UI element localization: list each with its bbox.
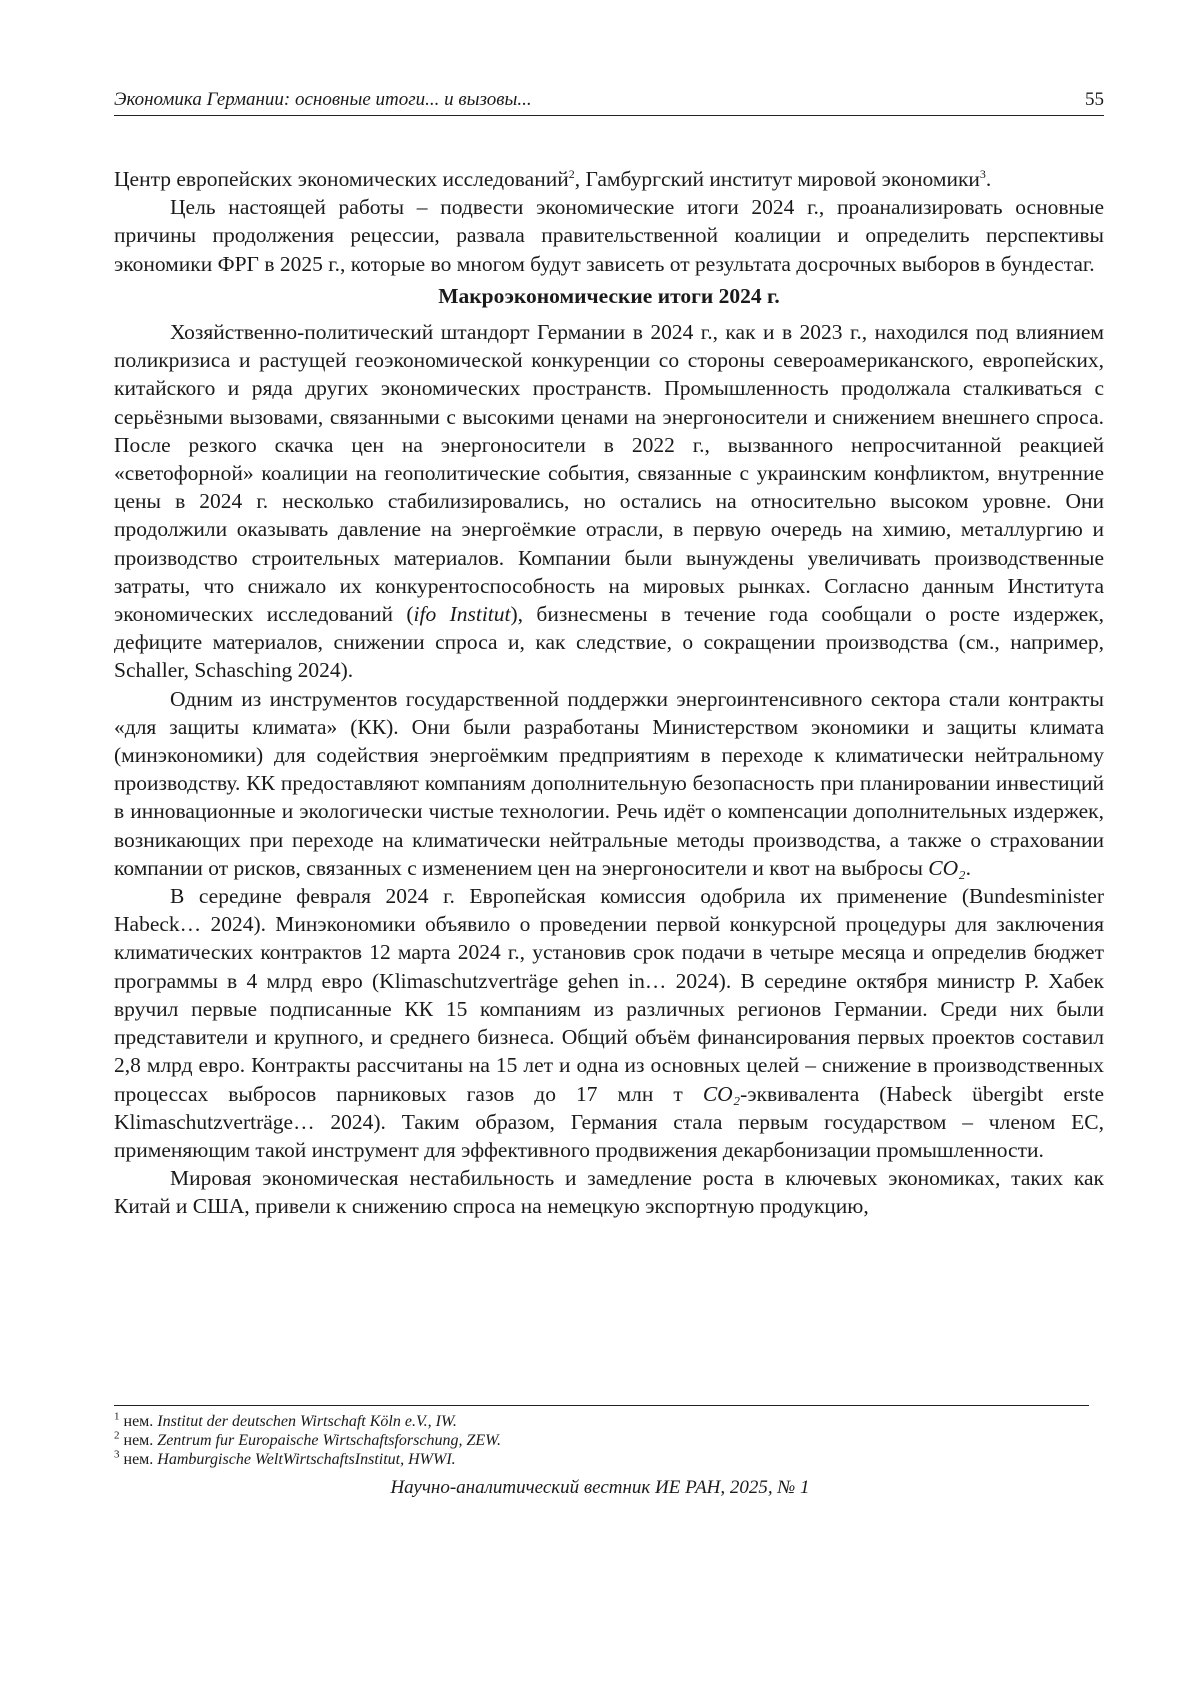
footnote-1-text: Institut der deutschen Wirtschaft Köln e.V., IW. <box>157 1413 457 1430</box>
footnote-1-prefix: нем. <box>123 1413 158 1430</box>
paragraph-3-text-a: Хозяйственно-политический штандорт Германии в 2024 г., как и в 2023 г., находился под влиянием поликризиса и растущей геоэкономической конкуренции со стороны североамериканского, европейских, китайского и ряда других экономических пространств. Промышленность продолжала сталкиваться с серьёзными вызовами, связанными с высокими ценами на энергоносители и снижением внешнего спроса. После резкого скачка цен на энергоносители в 2022 г., вызванного непросчитанной реакцией «светофорной» коалиции на геополитические события, связанные с украинским конфликтом, внутренние цены в 2024 г. несколько стабилизировались, но остались на относительно высоком уровне. Они продолжили оказывать давление на энергоёмкие отрасли, в первую очередь на химию, металлургию и производство строительных материалов. Компании были вынуждены увеличивать производственные затраты, что снижало их конкурентоспособность на мировых рынках. Согласно данным Института экономических исследований ( <box>114 320 1104 627</box>
footnote-2 <box>114 1431 501 1450</box>
footnote-2-text: Zentrum fur Europaische Wirtschaftsforschung, ZEW. <box>157 1432 502 1449</box>
footnote-ref-3: 3 <box>979 166 986 181</box>
paragraph-1 <box>114 165 1104 193</box>
footnote-1 <box>114 1412 501 1431</box>
footnote-3-prefix: нем. <box>123 1451 158 1468</box>
paragraph-1-text-a: Центр европейских экономических исследований <box>114 167 569 191</box>
journal-footer: Научно-аналитический вестник ИЕ РАН, 2025, № 1 <box>390 1477 810 1498</box>
paragraph-5 <box>114 882 1104 1164</box>
running-header <box>114 86 1104 116</box>
paragraph-4-italic: CO₂ <box>928 855 966 880</box>
section-heading: Макроэкономические итоги 2024 г. <box>438 283 780 308</box>
paragraph-4-text-b: . <box>965 855 971 880</box>
paragraph-4 <box>114 685 1104 882</box>
paragraph-1-text-b: , Гамбургский институт мировой экономики <box>574 167 980 191</box>
paragraph-3-text-b: ), бизнесмены в течение года сообщали о росте издержек, дефиците материалов, снижении спроса и, как следствие, о сокращении производства (см., например, Schaller, Schasching 2024). <box>114 602 1105 683</box>
paragraph-4-text-a: Одним из инструментов государственной поддержки энергоинтенсивного сектора стали контракты «для защиты климата» (КК). Они были разработаны Министерством экономики и защиты климата (минэкономики) для содействия энергоёмким предприятиям в переходе к климатически нейтральному производству. КК предоставляют компаниям дополнительную безопасность при планировании инвестиций в инновационные и экологически чистые технологии. Речь идёт о компенсации дополнительных издержек, возникающих при переходе на климатически нейтральные методы производства, а также о страховании компании от рисков, связанных с изменением цен на энергоносители и квот на выбросы <box>114 686 1104 880</box>
paragraph-3-italic: ifo Institut <box>413 602 511 627</box>
paragraph-3 <box>114 318 1104 685</box>
paragraph-5-text-b: -эквивалента (Habeck übergibt erste Klimaschutzverträge… 2024). Таким образом, Германия стала первым государством – членом ЕС, применяющим такой инструмент для эффективного продвижения декарбонизации промышленности. <box>114 1081 1104 1162</box>
running-title: Экономика Германии: основные итоги... и вызовы... <box>114 89 532 110</box>
footnote-3-text: Hamburgische WeltWirtschaftsInstitut, HWWI. <box>157 1451 456 1468</box>
footnote-2-prefix: нем. <box>123 1432 158 1449</box>
paragraph-5-text-a: В середине февраля 2024 г. Европейская комиссия одобрила их применение (Bundesminister Habeck… 2024). Минэкономики объявило о проведении первой конкурсной процедуры для заключения климатических контрактов 12 марта 2024 г., установив срок подачи в четыре месяца и определив бюджет программы в 4 млрд евро (Klimaschutzverträge gehen in… 2024). В середине октября министр Р. Хабек вручил первые подписанные КК 15 компаниям из различных регионов Германии. Среди них были представители и крупного, и среднего бизнеса. Общий объём финансирования первых проектов составил 2,8 млрд евро. Контракты рассчитаны на 15 лет и одна из основных целей – снижение в производственных процессах выбросов парниковых газов до 17 млн т <box>114 884 1104 1106</box>
footnote-3-number: 3 <box>114 1448 120 1461</box>
footnotes <box>114 1412 501 1469</box>
footnote-1-number: 1 <box>114 1410 120 1423</box>
paragraph-2: Цель настоящей работы – подвести экономические итоги 2024 г., проанализировать основные причины продолжения рецессии, развала правительственной коалиции и определить перспективы экономики ФРГ в 2025 г., которые во многом будут зависеть от результата досрочных выборов в бундестаг. <box>114 195 1104 276</box>
footnote-3 <box>114 1450 501 1469</box>
footnote-2-number: 2 <box>114 1429 120 1442</box>
page-number: 55 <box>1085 89 1104 110</box>
paragraph-6: Мировая экономическая нестабильность и замедление роста в ключевых экономиках, таких как Китай и США, привели к снижению спроса на немецкую экспортную продукцию, <box>114 1166 1104 1219</box>
paragraph-1-text-c: . <box>985 167 992 191</box>
footnote-divider <box>114 1405 1089 1406</box>
paragraph-5-italic: CO₂ <box>702 1081 741 1106</box>
article-body <box>114 165 1104 1221</box>
footnote-ref-2: 2 <box>568 166 575 181</box>
